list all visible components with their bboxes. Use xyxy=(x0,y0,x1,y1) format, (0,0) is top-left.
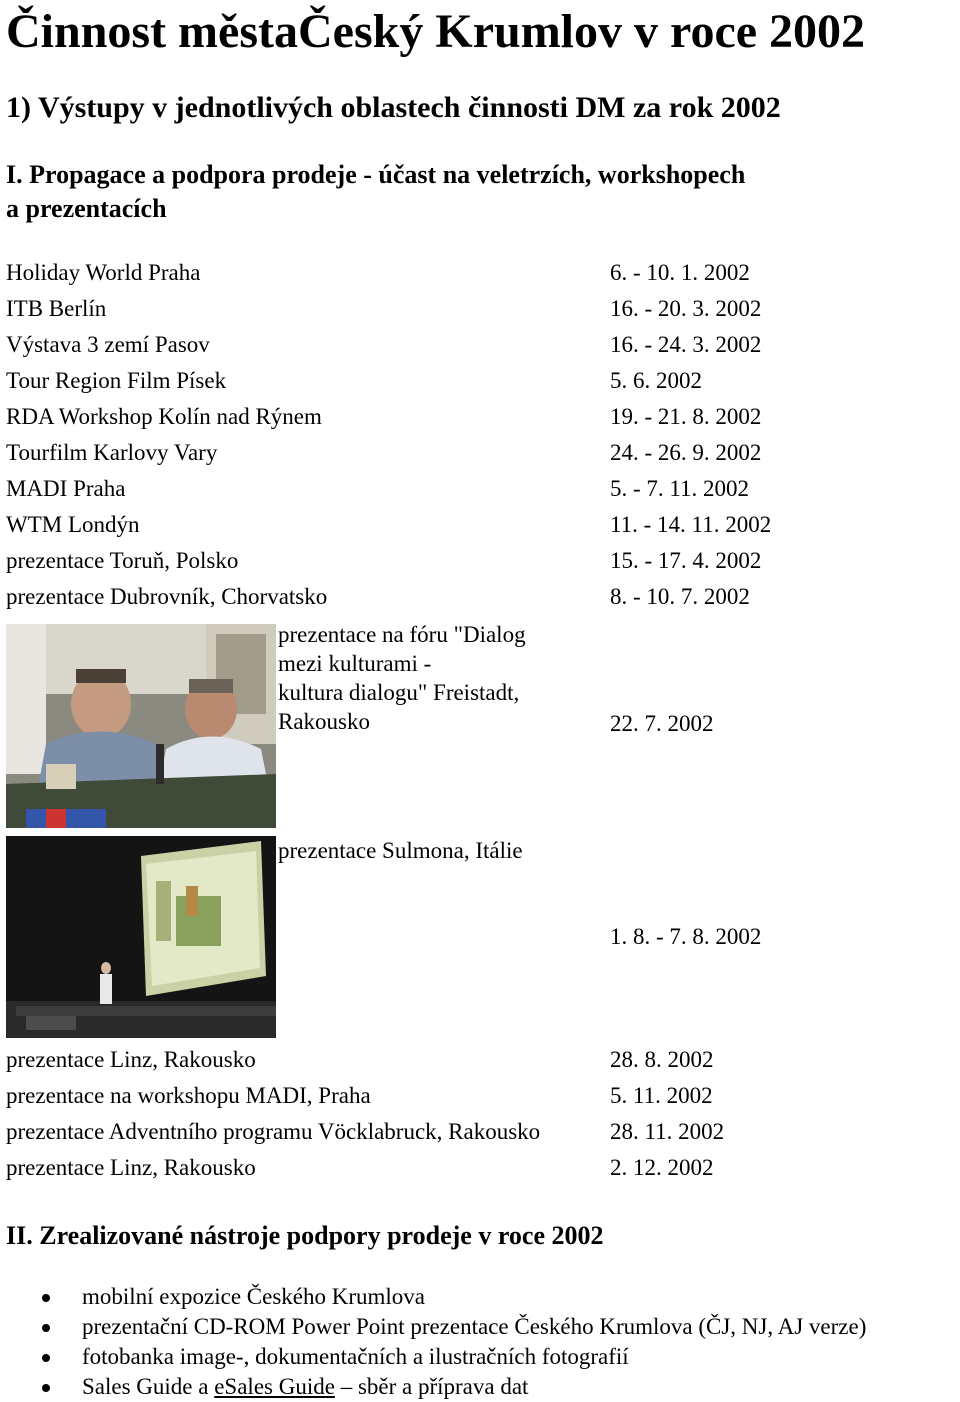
event-name: WTM Londýn xyxy=(6,512,140,537)
section-1-heading-line-1: I. Propagace a podpora prodeje - účast na veletrzích, workshopech xyxy=(6,160,746,189)
event-name: ITB Berlín xyxy=(6,296,107,321)
list-item xyxy=(0,1312,866,1342)
list-item-text-pre: Sales Guide a xyxy=(82,1374,215,1399)
list-item-text: prezentační CD-ROM Power Point prezentace Českého Krumlova (ČJ, NJ, AJ verze) xyxy=(82,1314,867,1339)
bullet-icon xyxy=(42,1384,50,1392)
section-2-heading: II. Zrealizované nástroje podpory prodeje v roce 2002 xyxy=(6,1221,604,1250)
page-subtitle: 1) Výstupy v jednotlivých oblastech činnosti DM za rok 2002 xyxy=(6,91,781,124)
bullet-icon xyxy=(42,1324,50,1332)
event-date: 28. 11. 2002 xyxy=(610,1119,725,1144)
section-1-heading xyxy=(6,158,745,226)
list-item xyxy=(0,1372,866,1402)
caption-line: prezentace na fóru "Dialog xyxy=(278,622,526,647)
bullet-icon xyxy=(42,1354,50,1362)
event-name: prezentace Toruň, Polsko xyxy=(6,548,239,573)
page-title: Činnost městaČeský Krumlov v roce 2002 xyxy=(6,5,866,58)
panel-discussion-image xyxy=(6,624,276,828)
event-date: 16. - 24. 3. 2002 xyxy=(610,332,762,357)
event-date: 5. - 7. 11. 2002 xyxy=(610,476,750,501)
event-name: prezentace Linz, Rakousko xyxy=(6,1155,256,1180)
event-date: 16. - 20. 3. 2002 xyxy=(610,296,762,321)
sales-tools-list xyxy=(0,1282,866,1402)
event-date: 28. 8. 2002 xyxy=(610,1047,714,1072)
event-name: RDA Workshop Kolín nad Rýnem xyxy=(6,404,322,429)
list-item xyxy=(0,1282,866,1312)
list-item xyxy=(0,1342,866,1372)
caption-line: kultura dialogu" Freistadt, xyxy=(278,680,520,705)
event-date: 8. - 10. 7. 2002 xyxy=(610,584,750,609)
bullet-icon xyxy=(42,1294,50,1302)
list-item-text-post: – sběr a příprava dat xyxy=(334,1374,529,1399)
event-date: 5. 6. 2002 xyxy=(610,368,702,393)
event-date: 6. - 10. 1. 2002 xyxy=(610,260,750,285)
event-name: prezentace Adventního programu Vöcklabruck, Rakousko xyxy=(6,1119,541,1144)
section-1-heading-line-2: a prezentacích xyxy=(6,194,167,223)
event-date: 19. - 21. 8. 2002 xyxy=(610,404,762,429)
presentation-projection-image xyxy=(6,836,276,1038)
event-date: 15. - 17. 4. 2002 xyxy=(610,548,762,573)
event-name: prezentace Linz, Rakousko xyxy=(6,1047,256,1072)
event-date: 5. 11. 2002 xyxy=(610,1083,713,1108)
event-name: MADI Praha xyxy=(6,476,126,501)
caption-line: prezentace Sulmona, Itálie xyxy=(278,838,523,863)
photo-event-1-caption xyxy=(278,620,526,736)
event-name: Tourfilm Karlovy Vary xyxy=(6,440,218,465)
caption-line: mezi kulturami - xyxy=(278,651,432,676)
event-date: 2. 12. 2002 xyxy=(610,1155,714,1180)
esales-guide-link[interactable]: eSales Guide xyxy=(214,1374,335,1399)
photo-sulmona-presentation xyxy=(6,836,276,1038)
photo-freistadt-panel xyxy=(6,624,276,828)
event-name: prezentace na workshopu MADI, Praha xyxy=(6,1083,371,1108)
event-date: 24. - 26. 9. 2002 xyxy=(610,440,762,465)
photo-event-2-caption xyxy=(278,836,523,865)
list-item-text: mobilní expozice Českého Krumlova xyxy=(82,1284,426,1309)
event-name: prezentace Dubrovník, Chorvatsko xyxy=(6,584,328,609)
event-name: Tour Region Film Písek xyxy=(6,368,227,393)
photo-event-2-date: 1. 8. - 7. 8. 2002 xyxy=(610,924,762,949)
event-name: Výstava 3 zemí Pasov xyxy=(6,332,210,357)
event-date: 11. - 14. 11. 2002 xyxy=(610,512,772,537)
caption-line: Rakousko xyxy=(278,709,370,734)
list-item-text: fotobanka image-, dokumentačních a ilustračních fotografií xyxy=(82,1344,629,1369)
photo-event-1-date: 22. 7. 2002 xyxy=(610,711,714,736)
event-name: Holiday World Praha xyxy=(6,260,201,285)
